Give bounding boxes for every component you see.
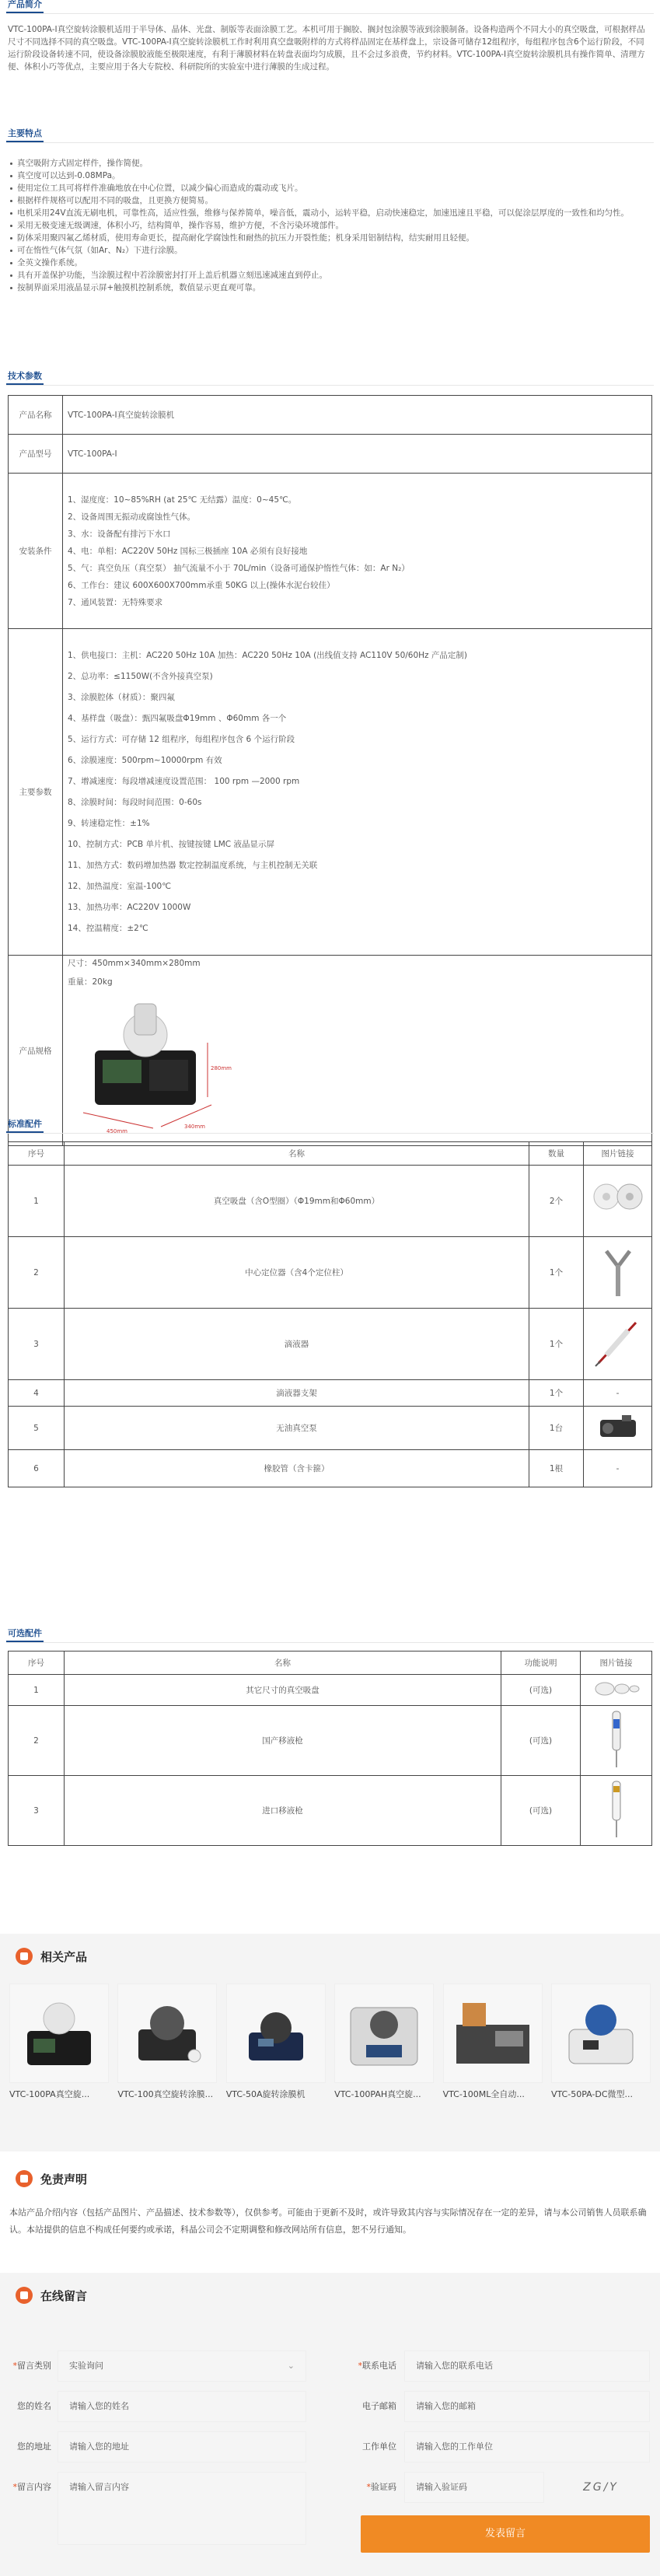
spec-value — [63, 956, 652, 1146]
spec-value — [63, 474, 652, 629]
col-name: 名称 — [65, 1142, 529, 1166]
feature-item: 根据样件规格可以配用不同的吸盘，且更换方便简易。 — [8, 194, 652, 207]
phone-label: *联系电话 — [358, 2361, 396, 2371]
address-label: 您的地址 — [17, 2441, 51, 2452]
email-label: 电子邮箱 — [362, 2401, 396, 2411]
row-name: 国产移液枪 — [65, 1706, 501, 1776]
table-header — [9, 1652, 652, 1675]
spec-row — [9, 956, 652, 1146]
col-name: 名称 — [65, 1652, 501, 1675]
optional-title: 可选配件 — [6, 1628, 44, 1642]
row-pic — [584, 1237, 652, 1309]
feature-item: 按制界面采用液晶显示屏+触摸机控制系统，数值显示更直观可靠。 — [8, 281, 652, 294]
related-item[interactable] — [9, 1984, 109, 2102]
spec-value — [63, 629, 652, 956]
standard-section — [0, 1120, 660, 1487]
vacuum-pump-image[interactable] — [591, 1407, 645, 1446]
spec-line: 1、湿度度：10~85%RH (at 25℃ 无结露）温度：0~45℃。 — [68, 495, 297, 505]
standard-heading — [6, 1120, 654, 1134]
row-no: 1 — [9, 1675, 65, 1706]
row-pic — [581, 1706, 652, 1776]
related-item-image[interactable] — [117, 1984, 217, 2083]
message-title: 在线留言 — [40, 2288, 88, 2303]
row-name: 滴液器支架 — [65, 1380, 529, 1407]
row-pic — [584, 1407, 652, 1450]
table-row — [9, 1237, 652, 1309]
spec-line: 3、水：设备配有排污下水口 — [68, 529, 171, 539]
spec-key: 产品型号 — [9, 435, 63, 474]
vacuum-chuck-image[interactable] — [591, 1173, 645, 1229]
optional-heading — [6, 1629, 654, 1643]
spec-line: 7、通风装置：无特殊要求 — [68, 597, 163, 607]
optional-section — [0, 1629, 660, 1846]
feature-item: 真空度可以达到-0.08MPa。 — [8, 170, 652, 182]
row-no: 1 — [9, 1166, 65, 1237]
related-list — [0, 1984, 660, 2102]
dim-height-label: 280mm — [211, 1065, 232, 1071]
spec-line: 7、增减速度：每段增减速度设置范围： 100 rpm —2000 rpm — [68, 776, 300, 786]
standard-title: 标准配件 — [6, 1119, 44, 1133]
specs-section — [0, 372, 660, 1146]
intro-heading — [6, 0, 654, 14]
content-textarea[interactable]: 请输入留言内容 — [58, 2472, 306, 2545]
feature-item: 具有开盖保护功能，当涂膜过程中若涂膜密封打开上盖后机器立刻迅速减速直到停止。 — [8, 269, 652, 281]
product-image — [68, 996, 232, 1136]
row-qty: 1根 — [529, 1450, 584, 1487]
col-no: 序号 — [9, 1142, 65, 1166]
spec-line: 1、供电接口：主机：AC220 50Hz 10A 加热：AC220 50Hz 10A (出线值支持 AC110V 50/60Hz 产品定制) — [68, 650, 467, 660]
spec-weight: 重量：20kg — [68, 977, 113, 987]
spec-key: 产品名称 — [9, 396, 63, 435]
dropper-image[interactable] — [591, 1315, 645, 1371]
dim-depth-label: 340mm — [184, 1124, 205, 1130]
row-func: (可选) — [501, 1776, 581, 1846]
related-item[interactable] — [226, 1984, 326, 2102]
disclaimer-section — [0, 2156, 660, 2273]
related-item-image[interactable] — [226, 1984, 326, 2083]
phone-input[interactable]: 请输入您的联系电话 — [404, 2351, 650, 2382]
row-no: 3 — [9, 1309, 65, 1380]
related-item-name[interactable]: VTC-100PA真空旋... — [9, 2089, 90, 2099]
feature-item: 电机采用24V直流无刷电机，可靠性高，适应性强，维修与保养简单，噪音低，震动小，运转平稳，启动快速稳定，加速迅速且平稳，可以促涂层厚度的一致性和均匀性。 — [8, 207, 652, 219]
spec-key: 产品规格 — [9, 956, 63, 1146]
unit-label: 工作单位 — [362, 2441, 396, 2452]
spec-line: 13、加热功率：AC220V 1000W — [68, 902, 191, 912]
disclaimer-title: 免责声明 — [40, 2172, 88, 2186]
spec-line: 3、涂膜腔体（材质）：聚四氟 — [68, 692, 175, 702]
spec-line: 4、基样盘（吸盘）：甄四氟吸盘Φ19mm 、Φ60mm 各一个 — [68, 713, 287, 723]
code-label: *验证码 — [366, 2482, 396, 2492]
related-section — [0, 1934, 660, 2151]
row-pic — [584, 1166, 652, 1237]
spec-line: 5、气：真空负压（真空泵） 抽气流量不小于 70L/min（设备可通保护惰性气体：如：Ar N₂） — [68, 563, 410, 573]
spec-value: VTC-100PA-I — [63, 435, 652, 474]
row-qty: 1个 — [529, 1237, 584, 1309]
message-section — [0, 2273, 660, 2576]
standard-table — [8, 1141, 652, 1487]
feature-item: 使用定位工具可将样件准确地放在中心位置，以减少偏心而造成的震动或飞片。 — [8, 182, 652, 194]
submit-button[interactable]: 发表留言 — [361, 2515, 650, 2553]
table-row — [9, 1776, 652, 1846]
specs-table — [8, 395, 652, 1146]
spec-line: 14、控温精度：±2℃ — [68, 923, 148, 933]
related-item-name[interactable]: VTC-100ML全自动... — [442, 2089, 525, 2099]
related-item-name[interactable]: VTC-50A旋转涂膜机 — [225, 2089, 306, 2099]
spec-row — [9, 629, 652, 956]
feature-item: 防体采用聚四氟乙烯材质，使用寿命更长，提高耐化学腐蚀性和耐热的抗压力开裂性能；机身采用铝制结构，结实耐用且轻便。 — [8, 232, 652, 244]
related-item-image[interactable] — [9, 1984, 109, 2083]
row-no: 4 — [9, 1380, 65, 1407]
col-pic: 图片链接 — [581, 1652, 652, 1675]
row-name: 中心定位器（含4个定位柱） — [65, 1237, 529, 1309]
feature-item: 可在惰性气体气氛（如Ar、N₂）下进行涂膜。 — [8, 244, 652, 257]
message-form — [0, 2273, 660, 2576]
email-input[interactable]: 请输入您的邮箱 — [404, 2391, 650, 2422]
col-no: 序号 — [9, 1652, 65, 1675]
disclaimer-heading — [0, 2156, 660, 2201]
optional-table — [8, 1651, 652, 1846]
disclaimer-icon — [16, 2170, 33, 2187]
row-name: 无油真空泵 — [65, 1407, 529, 1450]
related-item-image[interactable] — [443, 1984, 543, 2083]
related-item[interactable] — [443, 1984, 543, 2102]
spec-line: 5、运行方式：可存储 12 组程序，每组程序包含 6 个运行阶段 — [68, 734, 295, 744]
msg-type-label: *留言类别 — [12, 2361, 51, 2371]
dim-width-label: 450mm — [107, 1128, 127, 1134]
table-row — [9, 1675, 652, 1706]
spec-row — [9, 474, 652, 629]
row-pic — [581, 1675, 652, 1706]
locator-image[interactable] — [591, 1243, 645, 1299]
address-input[interactable]: 请输入您的地址 — [58, 2431, 306, 2462]
related-item-image[interactable] — [334, 1984, 434, 2083]
row-pic — [584, 1309, 652, 1380]
row-pic — [581, 1776, 652, 1846]
feature-item: 真空吸附方式固定样件，操作简便。 — [8, 157, 652, 170]
captcha-image[interactable]: ZG/Y — [583, 2481, 619, 2494]
chevron-down-icon: ⌄ — [287, 2361, 295, 2371]
spec-line: 9、转速稳定性：±1% — [68, 818, 150, 828]
features-list — [8, 157, 652, 294]
row-qty: 1台 — [529, 1407, 584, 1450]
table-row — [9, 1166, 652, 1237]
row-func: (可选) — [501, 1706, 581, 1776]
intro-title: 产品简介 — [6, 0, 44, 13]
spec-line: 10、控制方式：PCB 单片机、按键按键 LMC 液晶显示屏 — [68, 839, 274, 849]
related-title: 相关产品 — [40, 1949, 88, 1964]
table-row — [9, 1407, 652, 1450]
feature-item: 采用无极变速无级调速，体积小巧，结构简单，操作容易，维护方便，不含污染环境部件。 — [8, 219, 652, 232]
intro-section — [0, 0, 660, 73]
imported-pipette-image[interactable] — [589, 1778, 644, 1834]
table-row — [9, 1706, 652, 1776]
row-qty: 1个 — [529, 1309, 584, 1380]
col-func: 功能说明 — [501, 1652, 581, 1675]
related-item-image[interactable] — [551, 1984, 651, 2083]
spec-line: 11、加热方式：数码增加热器 数定控制温度系统，与主机控制无关联 — [68, 860, 318, 870]
chuck-set-image[interactable] — [589, 1676, 644, 1702]
related-item-name[interactable]: VTC-50PA-DC微型... — [550, 2089, 634, 2099]
related-item[interactable] — [117, 1984, 217, 2102]
related-item-name[interactable]: VTC-100PAH真空旋... — [334, 2089, 421, 2099]
row-name: 其它尺寸的真空吸盘 — [65, 1675, 501, 1706]
name-input[interactable]: 请输入您的姓名 — [58, 2391, 306, 2422]
table-row — [9, 1309, 652, 1380]
pipette-image[interactable] — [589, 1708, 644, 1764]
row-no: 2 — [9, 1237, 65, 1309]
spec-line: 2、设备周围无振动或腐蚀性气体。 — [68, 512, 196, 522]
related-item-name[interactable]: VTC-100真空旋转涂膜... — [117, 2089, 214, 2099]
row-qty: 2个 — [529, 1166, 584, 1237]
row-pic: - — [584, 1380, 652, 1407]
spec-value: VTC-100PA-I真空旋转涂膜机 — [63, 396, 652, 435]
col-qty: 数量 — [529, 1142, 584, 1166]
content-label: *留言内容 — [12, 2482, 51, 2492]
spec-row — [9, 396, 652, 435]
specs-heading — [6, 372, 654, 386]
spec-line: 8、涂膜时间：每段时间范围：0-60s — [68, 797, 202, 807]
feature-item: 全英文操作系统。 — [8, 257, 652, 269]
unit-input[interactable]: 请输入您的工作单位 — [404, 2431, 650, 2462]
row-pic: - — [584, 1450, 652, 1487]
name-label: 您的姓名 — [17, 2401, 51, 2411]
row-qty: 1个 — [529, 1380, 584, 1407]
spec-line: 6、涂膜速度：500rpm~10000rpm 有效 — [68, 755, 222, 765]
spec-line: 6、工作台：建议 600X600X700mm承重 50KG 以上(操体水泥台较佳） — [68, 580, 335, 590]
related-heading — [0, 1934, 660, 1979]
row-no: 6 — [9, 1450, 65, 1487]
intro-text: VTC-100PA-I真空旋转涂膜机适用于半导体、晶体、光盘、制版等表面涂膜工艺。本机可用于搁胶、搁封包涂膜等液到涂膜制备。设备构造两个不同大小的真空吸盘，可根据样品尺寸不同选择不同的真空吸盘。VTC-100PA-I真空旋转涂膜机工作时利用真空盘吸附样的方式将样品固定在基样盘上，宗设备可储存12组程序，每组程序包含6个运行阶段，不同运行阶段设备转速不同，使设备涂膜胶液能至极限速度，有利于薄膜材料在转盘表面均匀成膜，且不会过多浪费，节约材料。VTC-100PA-I真空旋转涂膜机具有操作简单、清理方便、体积小巧等优点，主要应用于各大专院校、科研院所的实验室中进行薄膜的生成过程。 — [8, 25, 645, 72]
spec-row — [9, 435, 652, 474]
spec-line: 12、加热温度：室温-100℃ — [68, 881, 171, 891]
spec-key: 安装条件 — [9, 474, 63, 629]
related-item[interactable] — [334, 1984, 434, 2102]
table-header — [9, 1142, 652, 1166]
row-no: 3 — [9, 1776, 65, 1846]
disclaimer-text: 本站产品介绍内容（包括产品图片、产品描述、技术参数等），仅供参考。可能由于更新不及时，或许导致其内容与实际情况存在一定的差异，请与本公司销售人员联系确认。本站提供的信息不构成任何要约或承诺，科晶公司会不定期调整和修改网站所有信息，恕不另行通知。 — [9, 2207, 647, 2235]
features-section — [0, 129, 660, 294]
products-icon — [16, 1948, 33, 1965]
row-name: 滴液器 — [65, 1309, 529, 1380]
row-name: 真空吸盘（含O型圈）（Φ19mm和Φ60mm） — [65, 1166, 529, 1237]
col-pic: 图片链接 — [584, 1142, 652, 1166]
msg-type-select[interactable]: 实验询问 ⌄ — [58, 2351, 306, 2382]
features-heading — [6, 129, 654, 143]
spin-coater-illustration — [68, 996, 232, 1136]
row-func: (可选) — [501, 1675, 581, 1706]
spec-size: 尺寸：450mm×340mm×280mm — [68, 959, 201, 968]
spec-line: 4、电：单相：AC220V 50Hz 国标三极插座 10A 必须有良好接地 — [68, 546, 308, 556]
row-no: 5 — [9, 1407, 65, 1450]
specs-title: 技术参数 — [6, 371, 44, 385]
row-name: 橡胶管（含卡箍） — [65, 1450, 529, 1487]
related-item[interactable] — [551, 1984, 651, 2102]
spec-line: 2、总功率：≤1150W(不含外接真空泵) — [68, 671, 213, 681]
row-no: 2 — [9, 1706, 65, 1776]
code-input[interactable]: 请输入验证码 — [404, 2472, 544, 2503]
spec-key: 主要参数 — [9, 629, 63, 956]
table-row — [9, 1450, 652, 1487]
row-name: 进口移液枪 — [65, 1776, 501, 1846]
features-title: 主要特点 — [6, 128, 44, 142]
table-row — [9, 1380, 652, 1407]
